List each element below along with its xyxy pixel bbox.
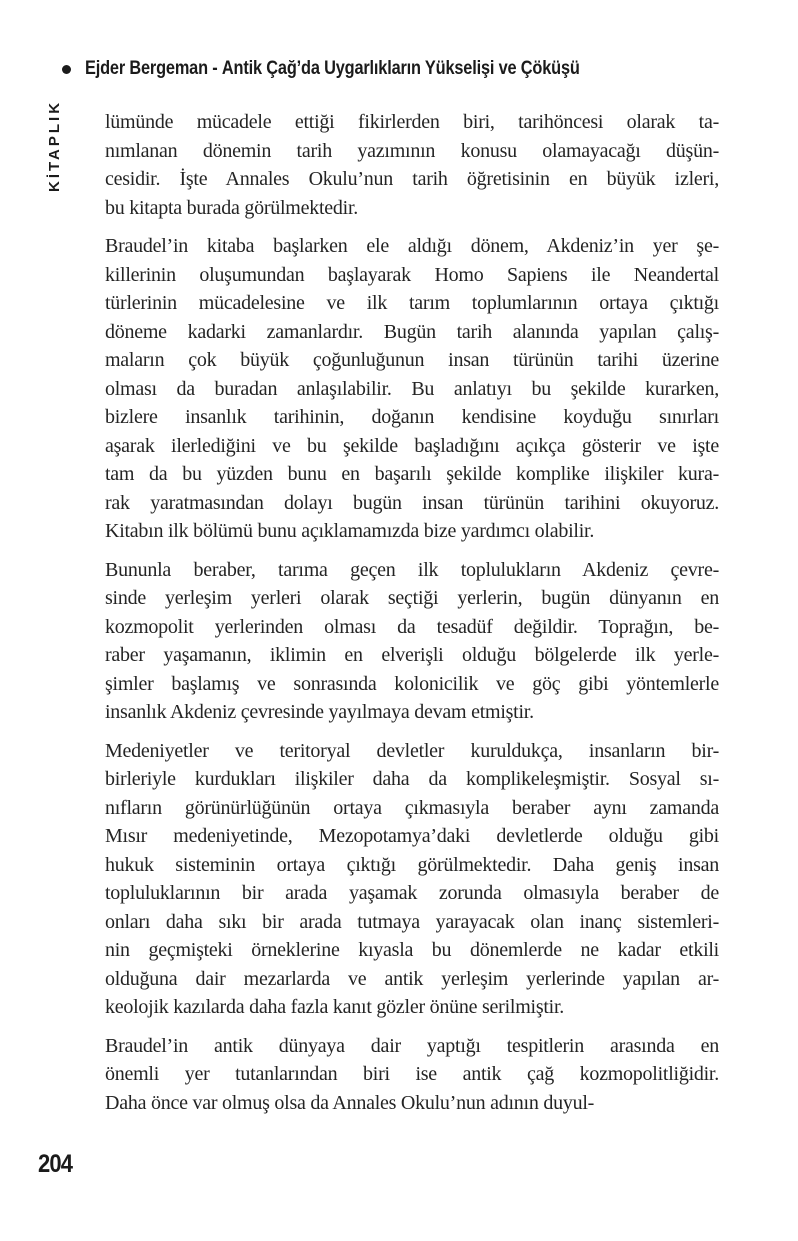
text-line: topluluklarının bir arada yaşamak zorunda olmasıyla beraber de xyxy=(105,882,719,904)
text-line: döneme kadarki zamanlardır. Bugün tarih alanında yapılan çalış- xyxy=(105,320,719,343)
text-line: Braudel’in antik dünyaya dair yaptığı tespitlerin arasında en xyxy=(105,1034,719,1057)
text-line: Braudel’in kitaba başlarken ele aldığı dönem, Akdeniz’in yer şe- xyxy=(105,235,719,257)
text-line: bizlere insanlık tarihinin, doğanın kendisine koyduğu sınırları xyxy=(105,406,719,428)
text-line: türlerinin mücadelesine ve ilk tarım toplumlarının ortaya çıktığı xyxy=(105,292,719,314)
header-author: Ejder Bergeman - xyxy=(85,58,222,79)
text-line: keolojik kazılarda daha fazla kanıt gözler önüne serilmiştir. xyxy=(105,996,565,1018)
text-line: hukuk sisteminin ortaya çıktığı görülmektedir. Daha geniş insan xyxy=(105,853,719,876)
paragraph xyxy=(105,737,719,1022)
text-line: nıfların görünürlüğünün ortaya çıkmasıyla beraber aynı zamanda xyxy=(105,796,719,819)
text-line: sinde yerleşim yerleri olarak seçtiği yerlerin, bugün dünyanın en xyxy=(105,587,719,609)
text-line: önemli yer tutanlarından biri ise antik çağ kozmopolitliğidir. xyxy=(105,1063,719,1085)
text-line: kozmopolit yerlerinden olması da tesadüf değildir. Toprağın, be- xyxy=(105,615,719,638)
paragraph xyxy=(105,1032,719,1118)
text-line: Medeniyetler ve teritoryal devletler kuruldukça, insanların bir- xyxy=(105,739,719,762)
text-line: Kitabın ilk bölümü bunu açıklamamızda bize yardımcı olabilir. xyxy=(105,520,595,542)
page-number: 204 xyxy=(38,1150,73,1178)
text-line: birleriyle kurdukları ilişkiler daha da komplikeleşmiştir. Sosyal sı- xyxy=(105,768,719,790)
text-line: Bununla beraber, tarıma geçen ilk toplulukların Akdeniz çevre- xyxy=(105,558,719,581)
text-line: maların çok büyük çoğunluğunun insan türünün tarihi üzerine xyxy=(105,349,719,371)
text-line: aşarak ilerlediğini ve bu şekilde başladığını açıkça gösterir ve işte xyxy=(105,434,719,457)
text-line: olduğuna dair mezarlarda ve antik yerleşim yerlerinde yapılan ar- xyxy=(105,967,719,990)
text-line: şimler başlamış ve sonrasında kolonicilik ve göç gibi yöntemlerle xyxy=(105,672,719,695)
paragraph xyxy=(105,556,719,727)
text-line: bu kitapta burada görülmektedir. xyxy=(105,196,359,219)
text-line: olması da buradan anlaşılabilir. Bu anlatıyı bu şekilde kurarken, xyxy=(105,377,719,400)
running-header xyxy=(62,58,660,80)
text-line: nin geçmişteki örneklerine kıyasla bu dönemlerde ne kadar etkili xyxy=(105,939,719,961)
running-header-text xyxy=(85,58,580,80)
text-line: Mısır medeniyetinde, Mezopotamya’daki devletlerde olduğu gibi xyxy=(105,825,719,847)
bullet-icon xyxy=(62,65,71,74)
paragraph xyxy=(105,232,719,546)
text-line: rak yaratmasından dolayı bugün insan türünün tarihini okuyoruz. xyxy=(105,491,719,514)
text-line: lümünde mücadele ettiği fikirlerden biri, tarihöncesi olarak ta- xyxy=(105,111,719,133)
text-line: killerinin oluşumundan başlayarak Homo Sapiens ile Neandertal xyxy=(105,263,719,286)
header-book-title: Antik Çağ’da Uygarlıkların Yükselişi ve Çöküşü xyxy=(221,58,580,79)
text-line: onları daha sıkı bir arada tutmaya yarayacak olan inanç sistemleri- xyxy=(105,910,719,933)
text-line: tam da bu yüzden bunu en başarılı şekilde komplike ilişkiler kura- xyxy=(105,463,719,485)
body-text xyxy=(105,108,719,1117)
section-label-kitaplik: KİTAPLIK xyxy=(46,99,63,192)
text-line: insanlık Akdeniz çevresinde yayılmaya devam etmiştir. xyxy=(105,701,534,723)
text-line: Daha önce var olmuş olsa da Annales Okulu’nun adının duyul- xyxy=(105,1091,595,1114)
text-line: cesidir. İşte Annales Okulu’nun tarih öğretisinin en büyük izleri, xyxy=(105,168,719,190)
text-line: nımlanan dönemin tarih yazımının konusu olamayacağı düşün- xyxy=(105,139,719,162)
text-line: raber yaşamanın, iklimin en elverişli olduğu bölgelerde ilk yerle- xyxy=(105,644,719,666)
paragraph xyxy=(105,108,719,222)
